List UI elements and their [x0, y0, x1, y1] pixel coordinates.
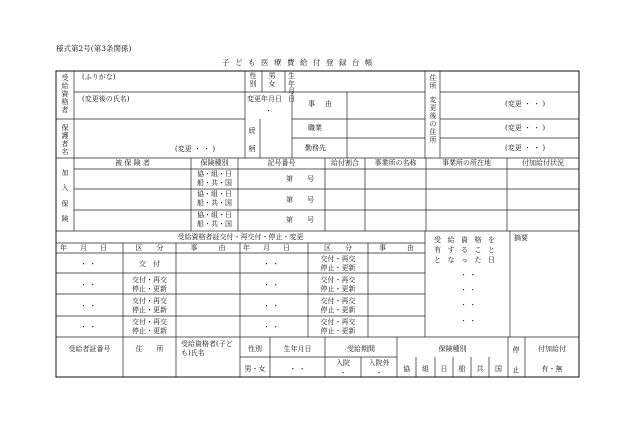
relation-label: 続柄	[248, 127, 256, 154]
history-kind-l2-line2: 停止・更新	[132, 285, 167, 293]
history-kind-l1: 交 付	[139, 260, 160, 268]
history-date-dots-r2: ・ ・	[263, 281, 280, 289]
certificate-birth-header: 生年月日	[283, 345, 312, 353]
changed-address-label: 変更後の住所	[429, 96, 437, 145]
certificate-insurance-type-2: 組	[422, 365, 429, 373]
history-kind-r2-line1: 交付・再交	[320, 276, 356, 284]
page-title: 子ども医療費給付登録台帳	[222, 58, 378, 67]
certificate-extra-value: 有・無	[541, 365, 563, 373]
history-kind-r3-line2: 停止・更新	[320, 306, 356, 314]
certificate-sex-value: 男・女	[244, 365, 266, 373]
office-location-header: 事業所の所在地	[442, 159, 491, 167]
sex-label: 性別	[249, 72, 257, 89]
form-number: 様式第2号(第3条関係)	[56, 44, 132, 53]
benefit-ratio-header: 給付割合	[331, 159, 359, 167]
reason-label: 事由	[308, 100, 342, 108]
history-date-dots-l1: ・ ・	[80, 260, 97, 268]
history-date-dots-r4: ・ ・	[263, 323, 280, 331]
extra-benefit-header: 付加給付状況	[522, 159, 564, 167]
certificate-sex-header: 性別	[248, 345, 262, 353]
history-date-dots-r3: ・ ・	[263, 302, 280, 310]
furigana-label: (ふりがな)	[82, 73, 116, 81]
insurance-type-header: 保険種別	[200, 159, 229, 167]
changed-name-label: (変更後の氏名)	[82, 95, 130, 103]
workplace-label: 勤務先	[305, 144, 326, 152]
certificate-insurance-type-1: 協	[403, 365, 410, 373]
symbol-number-header: 記号番号	[267, 159, 296, 167]
guardian-address-change-mark-2: (変更 ・ ・ )	[505, 144, 546, 152]
type-line2-row3: 船・共・国	[197, 220, 232, 228]
certificate-admission: 入院	[336, 359, 350, 367]
number-label-row1: 第 号	[286, 175, 314, 183]
qualification-dots-1: ・ ・	[460, 271, 477, 279]
change-date-dot: ・	[265, 107, 272, 115]
qualification-dots-2: ・ ・	[460, 286, 477, 294]
history-date-dots-l2: ・ ・	[80, 281, 97, 289]
type-line2-row2: 船・共・国	[197, 199, 232, 207]
certificate-period-header: 受給期間	[347, 345, 375, 353]
recipient-side-label: 受給資格者	[61, 74, 69, 115]
guardian-change-mark: (変更 ・ ・ )	[175, 145, 216, 153]
certificate-stop-header: 停止	[512, 346, 520, 375]
history-kind-l3-line2: 停止・更新	[132, 306, 167, 314]
guardian-address-change-mark-1: (変更 ・ ・ )	[505, 124, 546, 132]
certificate-address-header: 住 所	[135, 345, 164, 353]
birth-date-label: 生年月日	[288, 72, 295, 104]
address-label: 住所	[429, 74, 437, 91]
history-kind-r1-line2: 停止・更新	[320, 264, 356, 272]
certificate-birth-dots: ・ ・	[289, 365, 306, 373]
certificate-name-header: 受給資格者(子ども)氏名	[181, 340, 233, 358]
summary-label: 摘要	[514, 234, 528, 242]
history-date-dots-l3: ・ ・	[80, 302, 97, 310]
history-reason-header-left: 事 由	[190, 244, 226, 252]
certificate-insurance-type-6: 国	[495, 365, 502, 373]
history-date-header-right: 年 月 日	[243, 244, 293, 252]
type-line1-row2: 協・組・日	[197, 190, 232, 198]
history-kind-r3-line1: 交付・再交	[320, 297, 356, 305]
history-reason-header-right: 事 由	[379, 244, 414, 252]
history-kind-r4-line2: 停止・更新	[320, 327, 356, 335]
sex-values: 男女	[268, 72, 276, 89]
qualification-dots-3: ・ ・	[460, 301, 477, 309]
type-line1-row3: 協・組・日	[197, 211, 232, 219]
qualification-date-label: 受給資格を有することとなった日	[434, 236, 502, 265]
history-kind-l2-line1: 交付・再交	[132, 276, 167, 284]
history-kind-l3-line1: 交付・再交	[132, 297, 167, 305]
guardian-side-label: 保護者名	[61, 124, 69, 157]
type-line2-row1: 船・共・国	[197, 179, 232, 187]
history-date-dots-r1: ・ ・	[263, 260, 280, 268]
history-kind-r4-line1: 交付・再交	[320, 318, 356, 326]
address-change-mark: (変更 ・ ・ )	[505, 100, 546, 108]
office-name-header: 事業所の名称	[374, 159, 417, 167]
certificate-insurance-type-4: 船	[458, 365, 466, 373]
certificate-insurance-type-3: 日	[440, 365, 448, 373]
certificate-outpatient: 入院外	[368, 359, 390, 367]
history-kind-r2-line2: 停止・更新	[320, 285, 356, 293]
certificate-outpatient-dot: ・	[375, 369, 383, 377]
certificate-number-header: 受給者証番号	[68, 345, 111, 353]
certificate-admission-dot: ・	[339, 369, 347, 377]
history-kind-l4-line1: 交付・再交	[132, 318, 167, 326]
number-label-row3: 第 号	[286, 216, 314, 224]
certificate-insurance-header: 保険種別	[438, 345, 467, 353]
insured-header: 被 保 険 者	[115, 159, 150, 167]
history-section-title: 受給資格者証交付・再交付・停止・変更	[177, 233, 304, 241]
number-label-row2: 第 号	[286, 196, 314, 204]
qualification-dots-4: ・ ・	[460, 317, 477, 325]
history-kind-r1-line1: 交付・再交	[320, 255, 356, 263]
history-kind-l4-line2: 停止・更新	[132, 327, 167, 335]
change-date-label: 変更年月日	[247, 95, 282, 103]
history-kind-header-left: 区 分	[135, 244, 164, 252]
history-kind-header-right: 区 分	[324, 244, 352, 252]
insurance-side-label: 加入保険	[61, 169, 69, 224]
type-line1-row1: 協・組・日	[197, 170, 232, 178]
job-label: 職業	[308, 124, 322, 132]
certificate-insurance-type-5: 共	[476, 365, 484, 373]
certificate-extra-header: 付加給付	[538, 345, 566, 353]
history-date-dots-l4: ・ ・	[80, 323, 97, 331]
history-date-header-left: 年 月 日	[60, 244, 110, 252]
